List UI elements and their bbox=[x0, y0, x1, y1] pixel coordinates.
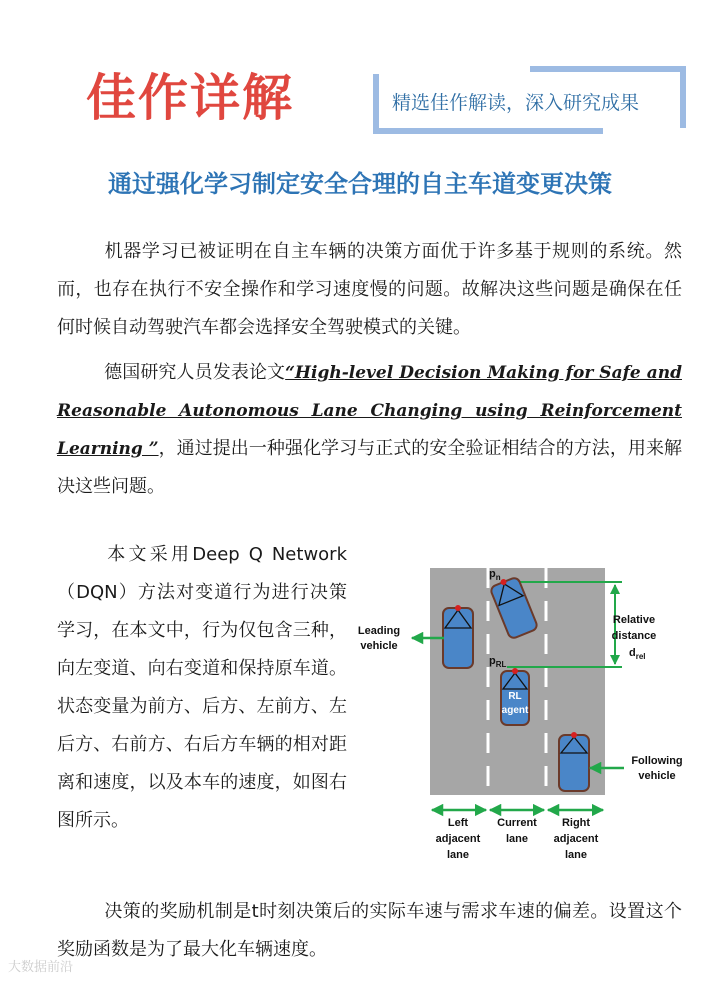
paragraph-paper bbox=[57, 354, 682, 506]
following-vehicle-car bbox=[559, 732, 589, 791]
tagline-frame-top bbox=[530, 66, 686, 72]
agent-label-1: RL bbox=[508, 691, 522, 702]
watermark: 大数据前沿 bbox=[8, 960, 74, 975]
paragraph-reward-text: 决策的奖励机制是t时刻决策后的实际车速与需求车速的偏差。设置这个奖励函数是为了最大化车辆速度。 bbox=[57, 901, 682, 960]
prl-subscript: RL bbox=[495, 660, 507, 669]
drel-subscript: rel bbox=[635, 652, 646, 661]
agent-label-2: agent bbox=[501, 705, 529, 716]
pn-subscript: n bbox=[495, 573, 501, 582]
leading-vehicle-car bbox=[443, 605, 473, 668]
paragraph-intro bbox=[57, 233, 682, 347]
paper-title-link[interactable]: “High-level Decision Making for Safe and Reasonable Autonomous Lane Changing using Reinforcement Learning ” bbox=[57, 363, 682, 459]
relative-distance-label-1: Relative bbox=[612, 614, 656, 626]
tagline-frame-right bbox=[680, 66, 686, 128]
right-lane-label-2: adjacent bbox=[553, 833, 599, 845]
right-lane-label-1: Right bbox=[561, 817, 591, 829]
lane-change-diagram bbox=[352, 563, 692, 868]
paragraph-paper-suffix: ，通过提出一种强化学习与正式的安全验证相结合的方法，用来解决这些问题。 bbox=[57, 438, 682, 497]
leading-vehicle-label-1: Leading bbox=[357, 625, 401, 637]
tagline-frame-bottom bbox=[373, 128, 603, 134]
pn-main: p bbox=[489, 568, 496, 580]
logo-text: 佳作详解 bbox=[86, 68, 294, 127]
following-vehicle-label-1: Following bbox=[631, 755, 683, 767]
prl-main: p bbox=[489, 655, 496, 667]
left-lane-label-3: lane bbox=[446, 849, 470, 861]
current-lane-label-2: lane bbox=[505, 833, 529, 845]
article-title: 通过强化学习制定安全合理的自主车道变更决策 bbox=[108, 170, 612, 198]
left-lane-label-1: Left bbox=[447, 817, 469, 829]
relative-distance-label-2: distance bbox=[611, 630, 657, 642]
left-lane-label-2: adjacent bbox=[435, 833, 481, 845]
current-lane-label-1: Current bbox=[497, 817, 537, 829]
drel-label bbox=[629, 647, 646, 661]
drel-main: d bbox=[629, 647, 636, 659]
tagline: 精选佳作解读，深入研究成果 bbox=[392, 92, 640, 114]
paragraph-method bbox=[57, 536, 347, 840]
following-vehicle-label-2: vehicle bbox=[638, 770, 676, 782]
right-lane-label-3: lane bbox=[564, 849, 588, 861]
paragraph-method-text: 本文采用Deep Q Network（DQN）方法对变道行为进行决策学习，在本文中，行为仅包含三种，向左变道、向右变道和保持原车道。状态变量为前方、后方、左前方、左后方、右前方、右后方车辆的相对距离和速度，以及本车的速度，如图右图所示。 bbox=[57, 544, 347, 831]
paragraph-paper-prefix: 德国研究人员发表论文 bbox=[104, 362, 286, 383]
tagline-frame-left bbox=[373, 74, 379, 134]
leading-vehicle-label-2: vehicle bbox=[360, 640, 398, 652]
paragraph-reward bbox=[57, 893, 682, 969]
paragraph-intro-text: 机器学习已被证明在自主车辆的决策方面优于许多基于规则的系统。然而，也存在执行不安全操作和学习速度慢的问题。故解决这些问题是确保在任何时候自动驾驶汽车都会选择安全驾驶模式的关键。 bbox=[57, 241, 682, 338]
